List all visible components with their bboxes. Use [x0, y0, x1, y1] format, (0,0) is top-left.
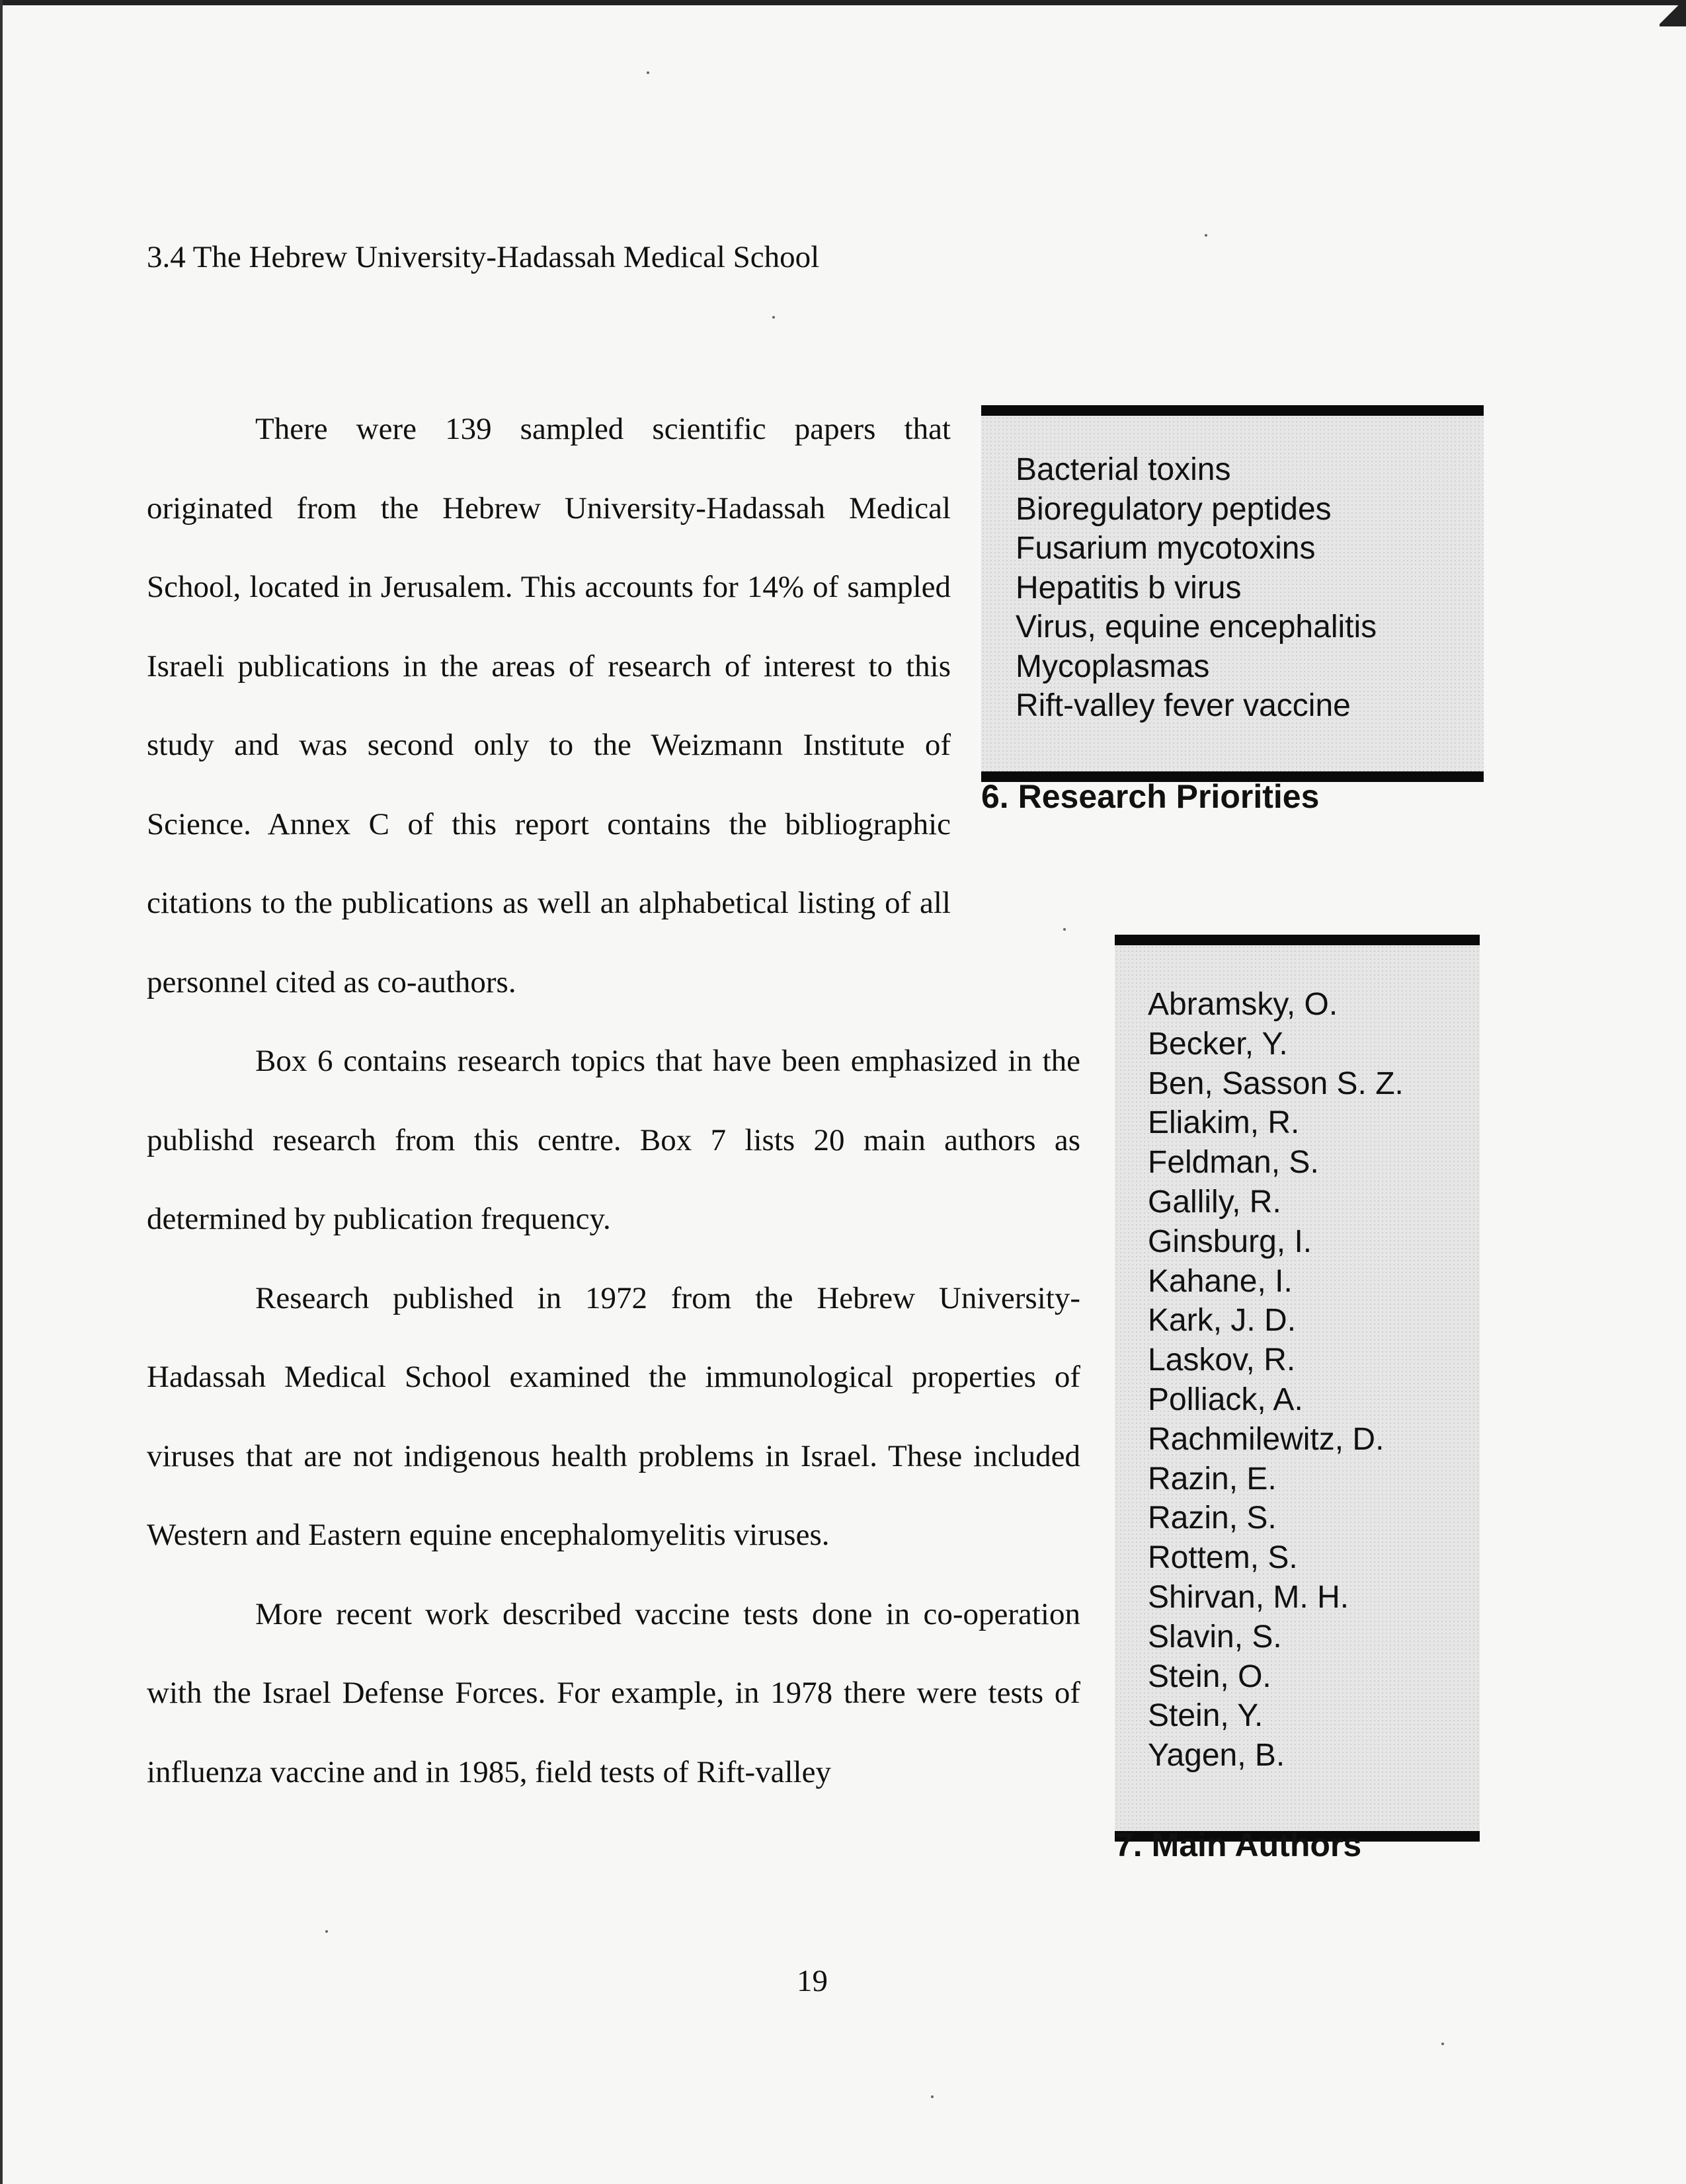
list-item: Polliack, A. — [1148, 1382, 1303, 1417]
list-item: Ginsburg, I. — [1148, 1224, 1312, 1259]
list-item: Hepatitis b virus — [1016, 570, 1242, 605]
list-item: Kark, J. D. — [1148, 1303, 1297, 1339]
list-item: Eliakim, R. — [1148, 1105, 1300, 1141]
scan-speck — [772, 316, 775, 319]
scan-speck — [1205, 234, 1207, 237]
list-item: Abramsky, O. — [1148, 987, 1338, 1022]
list-item: Virus, equine encephalitis — [1016, 609, 1377, 644]
box-main-authors — [1115, 935, 1480, 1842]
list-item: Slavin, S. — [1148, 1619, 1282, 1655]
list-item: Bioregulatory peptides — [1016, 491, 1332, 527]
scan-speck — [647, 71, 649, 74]
scan-edge-top — [0, 0, 1686, 5]
scan-speck — [931, 2095, 934, 2098]
paragraph-2: Box 6 contains research topics that have been emphasized in the publishd research from this centre. Box 7 lists 20 main authors as determined by publication frequency. — [147, 1044, 1080, 1236]
page-number: 19 — [797, 1964, 828, 1998]
list-item: Rottem, S. — [1148, 1540, 1298, 1576]
paragraph-4: More recent work described vaccine tests done in co-operation with the Israel Defense Forces. For example, in 1978 there were tests of influenza vaccine and in 1985, field tests of Rift-valley — [147, 1596, 1080, 1789]
list-item: Mycoplasmas — [1016, 648, 1210, 684]
body-text — [147, 390, 1080, 1812]
scan-speck — [325, 1930, 328, 1933]
list-item: Feldman, S. — [1148, 1145, 1319, 1181]
list-item: Razin, S. — [1148, 1501, 1277, 1536]
list-item: Rift-valley fever vaccine — [1016, 688, 1351, 723]
scan-edge-left — [0, 0, 3, 2184]
list-item: Fusarium mycotoxins — [1016, 531, 1316, 566]
section-heading: 3.4 The Hebrew University-Hadassah Medical School — [147, 240, 820, 274]
list-item: Razin, E. — [1148, 1461, 1277, 1497]
list-item: Bacterial toxins — [1016, 452, 1231, 487]
list-item: Ben, Sasson S. Z. — [1148, 1066, 1404, 1101]
list-item: Stein, Y. — [1148, 1698, 1264, 1734]
list-item: Rachmilewitz, D. — [1148, 1421, 1385, 1457]
box7-caption: 7. Main Authors — [1115, 1826, 1362, 1863]
box6-caption: 6. Research Priorities — [981, 778, 1320, 815]
scan-corner — [1660, 0, 1686, 26]
list-item: Gallily, R. — [1148, 1184, 1281, 1220]
paragraph-3: Research published in 1972 from the Hebrew University-Hadassah Medical School examined the immunological properties of viruses that are not indigenous health problems in Israel. These included Western and Eastern equine encephalomyelitis viruses. — [147, 1280, 1080, 1552]
list-item: Becker, Y. — [1148, 1026, 1288, 1062]
research-priorities-list — [981, 416, 1484, 726]
list-item: Stein, O. — [1148, 1658, 1271, 1694]
list-item: Laskov, R. — [1148, 1343, 1296, 1378]
main-authors-list — [1115, 945, 1480, 1775]
paragraph-1: There were 139 sampled scientific papers that originated from the Hebrew University-Hadassah Medical School, located in Jerusalem. This accounts for 14% of sampled Israeli publications in the areas of research of interest to this study and was second only to the Weizmann Institute of Science. Annex C of this report contains the bibliographic citations to the publications as well an alphabetical listing of all personnel cited as co-authors. — [147, 412, 951, 999]
box-research-priorities — [981, 405, 1484, 782]
scan-speck — [1441, 2043, 1444, 2045]
list-item: Kahane, I. — [1148, 1263, 1293, 1299]
list-item: Yagen, B. — [1148, 1738, 1285, 1774]
list-item: Shirvan, M. H. — [1148, 1579, 1349, 1615]
